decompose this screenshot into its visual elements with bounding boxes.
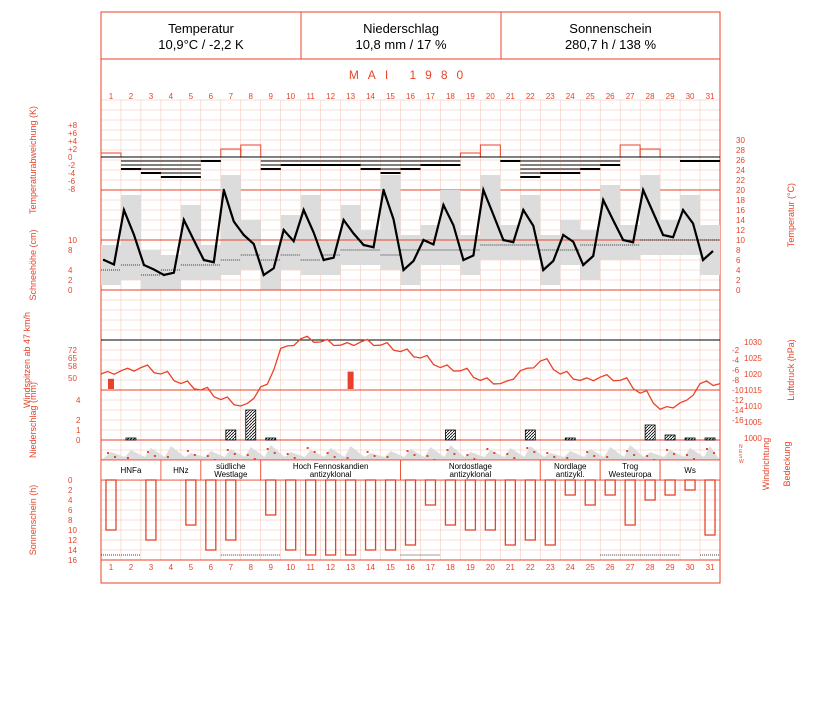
day-label-top: 8 [248,92,253,101]
wind-direction-mark [187,450,189,452]
day-label-bottom: 16 [406,563,415,572]
day-label-bottom: 5 [188,563,194,572]
wind-direction-mark [194,454,196,456]
weather-type-label: Nordlage [554,462,587,471]
temperature-point [302,209,304,211]
wind-direction-mark [593,455,595,457]
wind-direction-mark [267,448,269,450]
temperature-point [502,239,504,241]
temperature-low-tick-label: -10 [732,386,744,395]
wind-direction-mark [347,457,349,459]
weather-type-label: südliche [216,462,246,471]
day-label-top: 10 [286,92,296,101]
temperature-point [362,244,364,246]
day-label-top: 9 [268,92,273,101]
day-label-bottom: 19 [465,563,475,572]
weather-type-label: Westeuropa [608,470,652,479]
pressure-tick-label: 1000 [744,434,762,443]
temperature-range-band [401,235,421,285]
sunshine-bar [705,480,715,535]
wind-direction-mark [606,456,608,458]
wind-direction-mark [586,451,588,453]
sunshine-tick-label: 10 [68,526,77,535]
temperature-point [622,239,624,241]
sunshine-tick-label: 0 [68,476,73,485]
temperature-tick-label: 8 [736,246,741,255]
weather-type-label: antizyklonal [449,470,492,479]
anomaly-tick-label: -6 [68,177,76,186]
day-label-bottom: 6 [208,563,214,572]
day-label-top: 28 [645,92,655,101]
wind-direction-mark [314,451,316,453]
precip-tick-label: 4 [76,396,81,405]
wind-direction-mark [446,449,448,451]
wind-direction-mark [114,456,116,458]
sunshine-tick-label: 12 [68,536,77,545]
wind-tick-label: 65 [68,354,77,363]
day-label-bottom: 12 [326,563,336,572]
wind-direction-mark [334,456,336,458]
sunshine-tick-label: 16 [68,556,77,565]
weather-type-label: HNFa [120,466,142,475]
temperature-low-tick-label: -4 [732,356,740,365]
sunshine-bar [326,480,336,555]
weather-type-label: antizyklonal [309,470,352,479]
temperature-point [322,259,324,261]
anomaly-tick-label: +2 [68,145,78,154]
sunshine-bar [605,480,615,495]
day-label-top: 1 [108,92,114,101]
day-label-bottom: 1 [108,563,114,572]
anomaly-bar [620,145,640,157]
day-label-top: 4 [168,92,174,101]
day-label-bottom: 31 [705,563,715,572]
temperature-point [263,274,265,276]
day-label-top: 16 [406,92,415,101]
pressure-tick-label: 1010 [744,402,762,411]
wind-direction-mark [387,456,389,458]
header-temperature-value: 10,9°C / -2,2 K [158,37,244,52]
temperature-low-tick-label: -14 [732,406,744,415]
header-temperature-title: Temperatur [168,21,234,36]
weather-type-label: Ws [684,466,696,475]
day-label-bottom: 17 [426,563,435,572]
snow-tick-label: 0 [68,286,73,295]
precipitation-bar [565,438,575,440]
sunshine-bar [186,480,196,525]
day-label-top: 7 [228,92,234,101]
temperature-tick-label: 14 [736,216,745,225]
day-label-top: 24 [565,92,575,101]
wind-tick-label: 50 [68,374,77,383]
wind-direction-mark [367,451,369,453]
sunshine-bar [485,480,495,530]
temperature-point [602,199,604,201]
temperature-point [522,209,524,211]
anomaly-tick-label: -2 [68,161,76,170]
day-label-top: 26 [605,92,615,101]
sunshine-tick-label: 2 [68,486,73,495]
day-label-top: 15 [386,92,395,101]
temperature-tick-label: 20 [736,186,745,195]
wind-direction-mark [414,454,416,456]
anomaly-tick-label: +6 [68,129,78,138]
temperature-range-band [241,220,261,270]
temperature-point [642,189,644,191]
temperature-range-band [440,190,460,265]
precipitation-bar [705,438,715,440]
day-label-top: 27 [625,92,635,101]
wind-gust-bar [108,379,114,389]
temperature-low-tick-label: -8 [732,376,740,385]
temperature-point [542,269,544,271]
wind-direction-mark [486,448,488,450]
day-label-bottom: 29 [665,563,675,572]
header-sunshine-title: Sonnenschein [569,21,652,36]
wind-direction-mark [127,457,129,459]
precipitation-bar [665,435,675,440]
precipitation-bar [445,430,455,440]
day-label-top: 23 [545,92,555,101]
month-title: MAI 1980 [348,68,473,82]
sunshine-bar [206,480,216,550]
pressure-tick-label: 1005 [744,418,762,427]
day-label-top: 31 [705,92,715,101]
wind-direction-mark [147,451,149,453]
day-label-bottom: 2 [128,563,134,572]
temperature-range-band [101,245,121,285]
temperature-range-band [560,220,580,265]
snow-axis-label: Schneehöhe (cm) [28,229,38,301]
precipitation-bar [645,425,655,440]
temperature-point [243,234,245,236]
precip-tick-label: 1 [76,426,81,435]
temperature-range-band [281,215,301,270]
wind-direction-mark [626,450,628,452]
temperature-point [462,259,464,261]
temperature-point [203,259,205,261]
temperature-point [442,204,444,206]
snow-tick-label: 4 [68,266,73,275]
wind-direction-mark [154,455,156,457]
day-label-bottom: 10 [286,563,296,572]
temperature-tick-label: 0 [736,286,741,295]
pressure-tick-label: 1025 [744,354,762,363]
sunshine-bar [306,480,316,555]
day-label-bottom: 14 [366,563,376,572]
weather-type-label: antizykl. [555,470,585,479]
temperature-point [342,219,344,221]
sunshine-tick-label: 14 [68,546,77,555]
day-label-top: 12 [326,92,336,101]
wind-direction-mark [553,456,555,458]
temperature-point [702,259,704,261]
day-label-top: 17 [426,92,435,101]
precip-tick-label: 2 [76,416,81,425]
anomaly-tick-label: 0 [68,153,73,162]
day-label-bottom: 30 [685,563,695,572]
day-label-top: 19 [465,92,475,101]
day-label-top: 21 [505,92,515,101]
cloud-cover-area [101,445,720,460]
wind-direction-mark [207,455,209,457]
sunshine-bar [425,480,435,505]
day-label-bottom: 8 [248,563,253,572]
header-precipitation-value: 10,8 mm / 17 % [355,37,447,52]
weather-type-label: Hoch Fennoskandien [292,462,369,471]
anomaly-tick-label: +8 [68,121,78,130]
temperature-low-tick-label: -16 [732,416,744,425]
day-label-bottom: 3 [148,563,154,572]
temperature-point [662,234,664,236]
wind-direction-mark [426,455,428,457]
temperature-tick-label: 4 [736,266,741,275]
sunshine-bar [445,480,455,525]
snow-tick-label: 10 [68,236,77,245]
sunshine-bar [106,480,116,530]
day-label-bottom: 25 [585,563,595,572]
day-label-top: 29 [665,92,675,101]
sunshine-bar [346,480,356,555]
wind-axis-label: Windspitzen ab 47 km/h [22,311,32,409]
day-label-bottom: 27 [625,563,635,572]
wind-direction-mark [247,454,249,456]
anomaly-axis-label: Temperaturabweichung (K) [28,105,38,215]
temperature-point [562,234,564,236]
day-label-top: 30 [685,92,695,101]
temperature-tick-label: 12 [736,226,745,235]
wind-direction-tick: E [739,449,743,455]
pressure-line [101,336,720,409]
wind-direction-mark [706,448,708,450]
anomaly-tick-label: -8 [68,185,76,194]
wind-direction-mark [533,451,535,453]
wind-direction-mark [566,457,568,459]
temperature-range-band [600,185,620,260]
day-label-top: 2 [128,92,134,101]
precipitation-bar [525,430,535,440]
snow-tick-label: 2 [68,276,73,285]
temperature-tick-label: 6 [736,256,741,265]
temperature-point [163,274,165,276]
day-label-top: 5 [188,92,194,101]
temperature-range-band [680,195,700,255]
anomaly-tick-label: -4 [68,169,76,178]
sunshine-bar [386,480,396,550]
wind-direction-tick: S [739,454,743,460]
day-label-bottom: 9 [268,563,273,572]
cloud-cover-axis-label: Bedeckung [782,441,792,487]
temperature-point [382,189,384,191]
temperature-point [223,189,225,191]
temperature-range-band [141,250,161,290]
wind-direction-mark [167,456,169,458]
day-label-top: 18 [445,92,455,101]
weather-type-label: Trog [622,462,639,471]
temperature-tick-label: 28 [736,146,745,155]
temperature-range-band [460,235,480,275]
wind-direction-axis-label: Windrichtung [761,437,771,491]
anomaly-bar [480,145,500,157]
day-label-top: 6 [208,92,214,101]
sunshine-bar [585,480,595,505]
temperature-tick-label: 24 [736,166,745,175]
day-label-bottom: 21 [505,563,515,572]
temperature-tick-label: 22 [736,176,745,185]
temperature-point [283,229,285,231]
wind-direction-mark [526,447,528,449]
temperature-tick-label: 10 [736,236,745,245]
wind-direction-mark [107,452,109,454]
sunshine-bar [685,480,695,490]
day-label-bottom: 20 [485,563,495,572]
weather-type-label: Westlage [214,470,248,479]
precip-tick-label: 0 [76,436,81,445]
precipitation-axis-label: Niederschlag (mm) [28,381,38,459]
pressure-tick-label: 1015 [744,386,762,395]
day-label-bottom: 4 [168,563,174,572]
wind-direction-mark [713,452,715,454]
day-label-bottom: 18 [445,563,455,572]
wind-direction-mark [407,450,409,452]
temperature-tick-label: 26 [736,156,745,165]
precipitation-bar [226,430,236,440]
precipitation-bar [126,438,136,440]
sunshine-bar [465,480,475,530]
day-label-bottom: 7 [228,563,234,572]
temperature-low-tick-label: -2 [732,346,740,355]
day-label-bottom: 22 [525,563,535,572]
day-label-top: 11 [306,92,315,101]
wind-direction-mark [294,457,296,459]
day-label-bottom: 28 [645,563,655,572]
pressure-axis-label: Luftdruck (hPa) [786,339,796,401]
wind-tick-label: 58 [68,362,77,371]
temperature-low-tick-label: -12 [732,396,744,405]
header-precipitation-title: Niederschlag [363,21,439,36]
wind-direction-mark [546,452,548,454]
sunshine-tick-label: 4 [68,496,73,505]
precipitation-bar [246,410,256,440]
anomaly-bar [460,153,480,157]
day-label-top: 25 [585,92,595,101]
wind-gust-bar [348,372,354,389]
temperature-point [103,259,105,261]
sunshine-bar [625,480,635,525]
sunshine-bar [366,480,376,550]
precipitation-bar [685,438,695,440]
day-label-bottom: 24 [565,563,575,572]
day-label-bottom: 11 [306,563,315,572]
temperature-range-band [540,235,560,285]
wind-direction-mark [466,454,468,456]
temperature-low-tick-label: -6 [732,366,740,375]
wind-direction-mark [633,454,635,456]
anomaly-tick-label: +4 [68,137,78,146]
temperature-point [402,269,404,271]
day-label-top: 3 [148,92,154,101]
temperature-tick-label: 16 [736,206,745,215]
header-sunshine-value: 280,7 h / 138 % [564,37,657,52]
wind-direction-mark [453,453,455,455]
anomaly-bar [101,153,121,157]
temperature-point [422,239,424,241]
weather-type-label: HNz [173,466,189,475]
temperature-point [183,219,185,221]
day-label-top: 13 [346,92,356,101]
wind-direction-mark [506,453,508,455]
wind-direction-mark [666,449,668,451]
sunshine-axis-label: Sonnenschein (h) [28,484,38,556]
day-label-bottom: 23 [545,563,555,572]
precipitation-bar [266,438,276,440]
temperature-point [682,209,684,211]
wind-direction-tick: N [739,444,743,450]
temperature-tick-label: 18 [736,196,745,205]
wind-direction-mark [673,453,675,455]
temperature-range-band [520,195,540,260]
wind-direction-mark [513,457,515,459]
day-label-top: 20 [485,92,495,101]
wind-direction-mark [493,452,495,454]
temperature-range-band [301,195,321,275]
wind-tick-label: 72 [68,346,77,355]
pressure-tick-label: 1020 [744,370,762,379]
temperature-point [123,209,125,211]
sunshine-tick-label: 8 [68,516,73,525]
temperature-range-band [341,205,361,265]
temperature-point [143,264,145,266]
weather-type-label: Nordostlage [448,462,492,471]
temperature-range-band [181,205,201,280]
day-label-bottom: 15 [386,563,395,572]
wind-direction-tick: W [739,459,744,465]
day-label-bottom: 26 [605,563,615,572]
temperature-range-band [640,175,660,255]
temperature-point [482,189,484,191]
sunshine-bar [665,480,675,495]
temperature-point [582,264,584,266]
wind-direction-mark [287,453,289,455]
anomaly-bar [241,145,261,157]
temperature-tick-label: 2 [736,276,741,285]
temperature-axis-label: Temperatur (°C) [786,182,796,248]
wind-direction-mark [327,452,329,454]
day-label-top: 22 [525,92,535,101]
wind-direction-mark [274,452,276,454]
sunshine-tick-label: 6 [68,506,73,515]
pressure-tick-label: 1030 [744,338,762,347]
wind-direction-mark [307,447,309,449]
wind-direction-mark [227,449,229,451]
day-label-bottom: 13 [346,563,356,572]
wind-direction-mark [686,454,688,456]
snow-tick-label: 8 [68,246,73,255]
day-label-top: 14 [366,92,376,101]
wind-direction-mark [234,453,236,455]
wind-direction-mark [646,455,648,457]
wind-direction-mark [374,455,376,457]
sunshine-bar [286,480,296,550]
sunshine-bar [565,480,575,495]
temperature-tick-label: 30 [736,136,745,145]
temperature-range-band [700,225,720,275]
